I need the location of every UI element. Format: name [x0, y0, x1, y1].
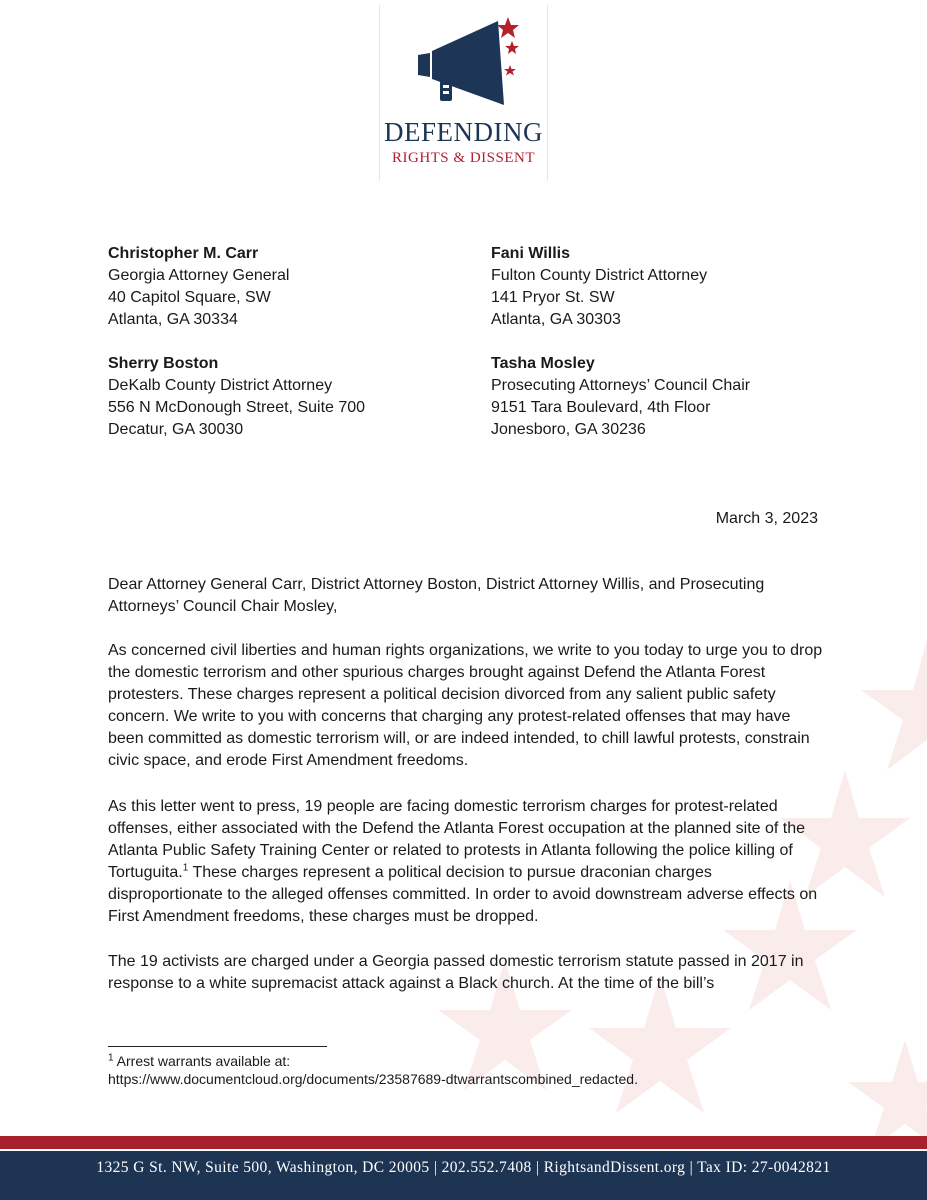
recipient-title: Georgia Attorney General	[108, 267, 290, 284]
recipient-name: Christopher M. Carr	[108, 245, 259, 262]
watermark-star	[589, 975, 731, 1113]
salutation: Dear Attorney General Carr, District Attorney Boston, District Attorney Willis, and Prosecuting Attorneys’ Council Chair Mosley,	[108, 576, 765, 615]
body-paragraph-3: The 19 activists are charged under a Georgia passed domestic terrorism statute passed in 2017 in response to a white supremacist attack against a Black church. At the time of the bill’s	[108, 953, 804, 992]
recipient-address-line: Decatur, GA 30030	[108, 421, 244, 438]
footnote-divider	[108, 1046, 327, 1047]
megaphone-icon	[408, 13, 520, 113]
footer-contact-bar	[0, 1151, 927, 1200]
recipient-address-line: Atlanta, GA 30303	[491, 311, 621, 328]
footnote-link[interactable]: https://www.documentcloud.org/documents/23587689-dtwarrantscombined_redacted.	[108, 1071, 638, 1087]
logo-subtitle: RIGHTS & DISSENT	[391, 150, 535, 166]
footnote	[108, 1052, 638, 1088]
body-paragraph-1: As concerned civil liberties and human rights organizations, we write to you today to urge you to drop the domestic terrorism and other spurious charges brought against Defend the Atlanta Forest protesters. These charges represent a political decision divorced from any salient public safety concern. We write to you with concerns that charging any protest-related offenses that may have been committed as domestic terrorism will, or are indeed intended, to chill lawful protests, constrain civic space, and erode First Amendment freedoms.	[108, 642, 823, 769]
recipient-address-line: Atlanta, GA 30334	[108, 311, 238, 328]
recipient-address-line: 141 Pryor St. SW	[491, 289, 615, 306]
letter-date: March 3, 2023	[715, 510, 818, 527]
recipient-address-line: 40 Capitol Square, SW	[108, 289, 271, 306]
recipient-name: Fani Willis	[491, 245, 570, 262]
watermark-star	[861, 640, 927, 770]
recipient-block-willis	[491, 243, 707, 331]
footnote-reference[interactable]: 1	[182, 862, 189, 874]
recipient-name: Sherry Boston	[108, 355, 219, 372]
organization-logo	[379, 5, 548, 181]
recipient-title: DeKalb County District Attorney	[108, 377, 333, 394]
star-icon	[497, 17, 519, 38]
recipient-name: Tasha Mosley	[491, 355, 595, 372]
star-icon	[504, 65, 516, 76]
paragraph-text: These charges represent a political decision to pursue draconian charges disproportionate to the alleged offenses committed. In order to avoid downstream adverse effects on First Amendment freedoms, these charges must be dropped.	[108, 864, 818, 925]
footnote-text: Arrest warrants available at:	[113, 1053, 291, 1069]
footer-red-band	[0, 1136, 927, 1149]
body-paragraph-2	[108, 796, 823, 928]
recipient-block-boston	[108, 353, 365, 441]
footnote-mark: 1	[108, 1052, 114, 1064]
recipient-address-line: 9151 Tara Boulevard, 4th Floor	[491, 399, 711, 416]
watermark-star	[848, 1040, 927, 1150]
recipient-block-mosley	[491, 353, 750, 441]
recipient-title: Prosecuting Attorneys’ Council Chair	[491, 377, 751, 394]
recipient-title: Fulton County District Attorney	[491, 267, 708, 284]
star-icon	[505, 41, 519, 54]
recipient-block-carr	[108, 243, 289, 331]
recipient-address-line: 556 N McDonough Street, Suite 700	[108, 399, 366, 416]
recipient-address-line: Jonesboro, GA 30236	[491, 421, 646, 438]
paragraph-text: As this letter went to press, 19 people are facing domestic terrorism charges for protest-related offenses, either associated with the Defend the Atlanta Forest occupation at the planned site of the Atlanta Public Safety Training Center or related to protests in Atlanta following the police killing of Tortuguita.	[108, 798, 806, 881]
logo-wordmark: DEFENDING	[384, 117, 543, 147]
footer-contact-text: 1325 G St. NW, Suite 500, Washington, DC 20005 | 202.552.7408 | RightsandDissent.org | Tax ID: 27-0042821	[96, 1159, 831, 1176]
